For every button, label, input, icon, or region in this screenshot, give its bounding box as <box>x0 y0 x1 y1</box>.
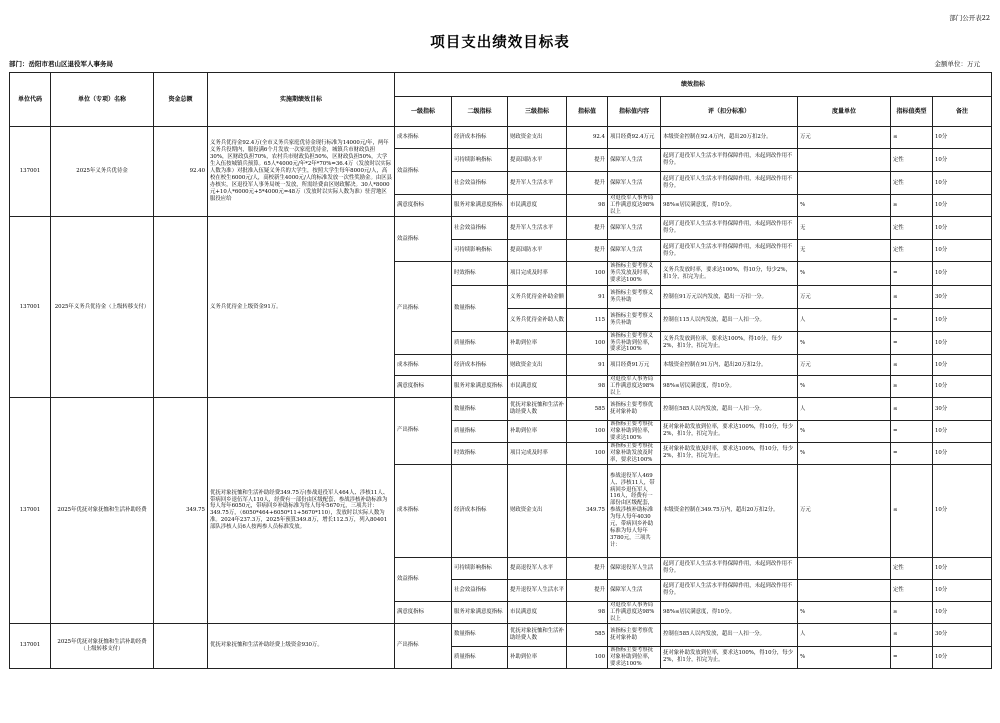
value-cell: 98 <box>567 601 608 623</box>
value-cell: 提升 <box>567 240 608 262</box>
score-cell: 98%≤居民满意度，得10分。 <box>661 601 798 623</box>
note-cell: 30分 <box>933 286 992 309</box>
level2-cell: 经济成本指标 <box>452 127 508 149</box>
level3-cell: 项目完成及时率 <box>508 262 567 286</box>
measure-cell: 无 <box>798 240 891 262</box>
amount-unit-label: 金额单位：万元 <box>934 60 980 68</box>
value-cell: 91 <box>567 355 608 376</box>
unit-code-cell: 137001 <box>10 127 51 217</box>
level3-cell: 提升军人生活水平 <box>508 172 567 195</box>
note-cell: 10分 <box>933 376 992 398</box>
content-cell: 该指标主要考察抚对象补助到位率，要求达100% <box>608 646 661 668</box>
content-cell: 对退役军人事务局工作满意度达98%以上 <box>608 376 661 398</box>
score-cell: 起到了退役军人生活水平得保障作用，未起到改作用不得分。 <box>661 240 798 262</box>
value-cell: 91 <box>567 286 608 309</box>
header-vtype: 指标值类型 <box>891 97 933 127</box>
level3-cell: 市民满意度 <box>508 195 567 217</box>
table-body <box>10 127 992 669</box>
note-cell: 10分 <box>933 149 992 172</box>
level2-cell: 服务对象满意度指标 <box>452 601 508 623</box>
level2-cell: 数量指标 <box>452 286 508 332</box>
value-type-cell: 定性 <box>891 172 933 195</box>
value-type-cell: ≥ <box>891 601 933 623</box>
measure-cell <box>798 557 891 579</box>
score-cell: 起到了退役军人生活水平得保障作用，未起到改作用不得分。 <box>661 172 798 195</box>
level3-cell: 市民满意度 <box>508 601 567 623</box>
project-name-cell: 2025年优抚对象抚恤和生活补助经费 <box>51 398 154 624</box>
level3-cell: 优抚对象抚恤和生活补助经费人数 <box>508 398 567 421</box>
header-content: 指标值内容 <box>608 97 661 127</box>
value-cell: 585 <box>567 398 608 421</box>
score-cell: 控制在91万元以内发放，超出一万扣一分。 <box>661 286 798 309</box>
level3-cell: 市民满意度 <box>508 376 567 398</box>
level1-cell: 效益指标 <box>395 217 452 262</box>
level1-cell: 成本指标 <box>395 464 452 557</box>
level3-cell: 财政资金支出 <box>508 464 567 557</box>
page-title: 项目支出绩效目标表 <box>430 34 570 51</box>
content-cell: 保障军人生活 <box>608 149 661 172</box>
note-cell: 10分 <box>933 195 992 217</box>
value-type-cell: 定性 <box>891 217 933 240</box>
level3-cell: 提升军人生活水平 <box>508 217 567 240</box>
level1-cell: 产出指标 <box>395 623 452 668</box>
content-cell: 该指标主要考察优抚对象补助 <box>608 398 661 421</box>
value-cell: 提升 <box>567 172 608 195</box>
measure-cell: 万元 <box>798 127 891 149</box>
header-score: 评（扣分标准） <box>661 97 798 127</box>
value-type-cell: ≤ <box>891 398 933 421</box>
goal-cell: 优抚对象抚恤和生活补助经费349.75万(参战退役军人464人、涉核11人、带病回乡退伍军人110人，经费有一部份由区级配套，参战涉核补助标准为每人每年6050元，带病回乡补助标准为每人每年5670元，三项共计：349.75万，（6050*464+6050*11+5670*110），发放时以实际人数为准。2024年237.3万，2025年预算349.8万，增长112.5万，列入80401部队涉核人员6人按两参人员标准发放。 <box>208 398 395 624</box>
value-type-cell: ≤ <box>891 286 933 309</box>
content-cell: 该指标主要考察义务兵补助 <box>608 309 661 332</box>
table-row <box>10 127 992 149</box>
header-total: 资金总额 <box>154 73 208 127</box>
level1-cell: 成本指标 <box>395 355 452 376</box>
level1-cell: 成本指标 <box>395 127 452 149</box>
measure-cell: 无 <box>798 217 891 240</box>
level2-cell: 数量指标 <box>452 623 508 646</box>
score-cell: 抚对象补助发放及时率，要求达100%，得10分，每少2%，扣1分，扣完为止。 <box>661 442 798 464</box>
note-cell: 10分 <box>933 601 992 623</box>
measure-cell: 万元 <box>798 355 891 376</box>
level2-cell: 经济成本指标 <box>452 355 508 376</box>
score-cell: 抚对象补助发放到位率，要求达100%，得10分，每少2%，扣1分，扣完为止。 <box>661 646 798 668</box>
level1-cell: 满意度指标 <box>395 376 452 398</box>
level3-cell: 优抚对象抚恤和生活补助经费人数 <box>508 623 567 646</box>
content-cell: 对退役军人事务局工作满意度达98%以上 <box>608 195 661 217</box>
value-cell: 100 <box>567 262 608 286</box>
goal-cell: 义务兵优待金92.4万(全市义务兵家庭优待金现行标准为14000元/年，两年义务兵役期内，服役满6个月发放一次家庭优待金，城镇兵市财政负担30%，区财政负担70%，农村兵市财政负担50%，区财政负担50%，大学生入伍按城镇兵预算。65人*4000元/年*2年*70%=36.4万（发放时以实际人数为准）对批准入伍疑义务兵的大学生，按照大学生每年8000元/人，高校在校生6000元/人，高校新生4000元/人的标准发放一次性奖励金。由区县办核实，区退役军人事务局统一发放，所需经费由区财政解决。30人*8000元+10人*6000元+5*4000元=48万（发放时以实际人数为准）驻营地区服役应给 <box>208 127 395 217</box>
level1-cell: 产出指标 <box>395 398 452 465</box>
header-note: 备注 <box>933 97 992 127</box>
header-name: 单位（专项）名称 <box>51 73 154 127</box>
value-type-cell: = <box>891 262 933 286</box>
note-cell: 10分 <box>933 262 992 286</box>
level2-cell: 社会效益指标 <box>452 172 508 195</box>
value-type-cell: 定性 <box>891 240 933 262</box>
score-cell: 98%≤居民满意度，得10分。 <box>661 195 798 217</box>
unit-code-cell: 137001 <box>10 623 51 668</box>
content-cell: 保障军人生活 <box>608 172 661 195</box>
level3-cell: 义务兵优待金补助金额 <box>508 286 567 309</box>
value-cell: 100 <box>567 421 608 443</box>
unit-code-cell: 137001 <box>10 217 51 398</box>
content-cell: 该指标主要考察优抚对象补助 <box>608 623 661 646</box>
value-type-cell: ≤ <box>891 127 933 149</box>
note-cell: 30分 <box>933 398 992 421</box>
fund-total-cell: 92.40 <box>154 127 208 217</box>
score-cell: 98%≤居民满意度，得10分。 <box>661 376 798 398</box>
level2-cell: 时效指标 <box>452 442 508 464</box>
value-type-cell: ≤ <box>891 355 933 376</box>
level2-cell: 数量指标 <box>452 398 508 421</box>
level2-cell: 可持续影响指标 <box>452 240 508 262</box>
content-cell: 对退役军人事务局工作满意度达98%以上 <box>608 601 661 623</box>
note-cell: 10分 <box>933 442 992 464</box>
value-type-cell: ≥ <box>891 195 933 217</box>
performance-table <box>9 72 992 669</box>
measure-cell: 万元 <box>798 286 891 309</box>
page-number-label: 部门公开表22 <box>949 14 990 22</box>
note-cell: 10分 <box>933 240 992 262</box>
value-cell: 115 <box>567 309 608 332</box>
level3-cell: 义务兵优待金补助人数 <box>508 309 567 332</box>
value-cell: 提升 <box>567 217 608 240</box>
content-cell: 保障军人生活 <box>608 579 661 601</box>
measure-cell: % <box>798 442 891 464</box>
value-cell: 98 <box>567 376 608 398</box>
project-name-cell: 2025年义务兵优待金（上级转移支付） <box>51 217 154 398</box>
value-type-cell: = <box>891 421 933 443</box>
content-cell: 该指标主要考察抚对象补助到位率，要求达100% <box>608 421 661 443</box>
value-type-cell: = <box>891 332 933 355</box>
level2-cell: 质量指标 <box>452 332 508 355</box>
value-cell: 92.4 <box>567 127 608 149</box>
note-cell: 10分 <box>933 332 992 355</box>
score-cell: 控制在115人以内发放，超出一人扣一分。 <box>661 309 798 332</box>
score-cell: 起到了退役军人生活水平得保障作用，未起到改作用不得分。 <box>661 149 798 172</box>
header-code: 单位代码 <box>10 73 51 127</box>
content-cell: 保障退役军人生活 <box>608 557 661 579</box>
level1-cell: 效益指标 <box>395 149 452 195</box>
value-type-cell: = <box>891 309 933 332</box>
content-cell: 该指标主要考察义务兵发放及时率，要求达100% <box>608 262 661 286</box>
level2-cell: 质量指标 <box>452 646 508 668</box>
value-type-cell: ≤ <box>891 623 933 646</box>
content-cell: 项目经费91万元 <box>608 355 661 376</box>
value-type-cell: 定性 <box>891 149 933 172</box>
goal-cell: 优抚对象抚恤和生活补助经费上级资金930万。 <box>208 623 395 668</box>
level3-cell: 提升退役军人生活水平 <box>508 579 567 601</box>
header-val: 指标值 <box>567 97 608 127</box>
score-cell: 本级资金控制在91万内，超出20万扣2分。 <box>661 355 798 376</box>
score-cell: 本级资金控制在92.4万内，超出20万扣2分。 <box>661 127 798 149</box>
note-cell: 10分 <box>933 217 992 240</box>
content-cell: 保障军人生活 <box>608 217 661 240</box>
header-l3: 三级指标 <box>508 97 567 127</box>
note-cell: 10分 <box>933 464 992 557</box>
content-cell: 项目经费92.4万元 <box>608 127 661 149</box>
value-cell: 提升 <box>567 149 608 172</box>
score-cell: 义务兵发放时率，要求达100%，得10分，每少2%，扣1分，扣完为止。 <box>661 262 798 286</box>
score-cell: 义务兵发放到位率，要求达100%，得10分，每少2%，扣1分，扣完为止。 <box>661 332 798 355</box>
note-cell: 10分 <box>933 309 992 332</box>
measure-cell <box>798 149 891 172</box>
unit-code-cell: 137001 <box>10 398 51 624</box>
note-cell: 30分 <box>933 623 992 646</box>
value-type-cell: 定性 <box>891 557 933 579</box>
content-cell: 参战退役军人469人、涉核11人，带病回乡退伍军人116人，经费有一部份由区级配套，参战涉核补助标准为每人每年4030元，带病回乡补助标准为每人每年3780元，三项共计： <box>608 464 661 557</box>
value-type-cell: ≥ <box>891 376 933 398</box>
measure-cell: % <box>798 195 891 217</box>
header-l2: 二级指标 <box>452 97 508 127</box>
content-cell: 该指标主要考察抚对象补助发放及时率，要求达100% <box>608 442 661 464</box>
level3-cell: 补助到位率 <box>508 646 567 668</box>
note-cell: 10分 <box>933 421 992 443</box>
level2-cell: 可持续影响指标 <box>452 557 508 579</box>
header-perf: 绩效指标 <box>395 73 992 97</box>
value-cell: 100 <box>567 646 608 668</box>
measure-cell: 人 <box>798 623 891 646</box>
value-type-cell: 定性 <box>891 579 933 601</box>
project-name-cell: 2025年优抚对象抚恤和生活补助经费（上级转移支付） <box>51 623 154 668</box>
value-cell: 585 <box>567 623 608 646</box>
level3-cell: 提高国防水平 <box>508 240 567 262</box>
header-goal: 实施期绩效目标 <box>208 73 395 127</box>
score-cell: 抚对象补助发放到位率，要求达100%，得10分，每少2%，扣1分，扣完为止。 <box>661 421 798 443</box>
value-cell: 100 <box>567 442 608 464</box>
level2-cell: 社会效益指标 <box>452 217 508 240</box>
level3-cell: 补助到位率 <box>508 332 567 355</box>
measure-cell: % <box>798 601 891 623</box>
value-cell: 提升 <box>567 557 608 579</box>
level1-cell: 效益指标 <box>395 557 452 601</box>
measure-cell: % <box>798 262 891 286</box>
note-cell: 10分 <box>933 646 992 668</box>
level2-cell: 社会效益指标 <box>452 579 508 601</box>
content-cell: 该指标主要考察义务兵补助到位率，要求达100% <box>608 332 661 355</box>
level3-cell: 财政资金支出 <box>508 127 567 149</box>
content-cell: 保障军人生活 <box>608 240 661 262</box>
note-cell: 10分 <box>933 172 992 195</box>
measure-cell: % <box>798 376 891 398</box>
note-cell: 10分 <box>933 355 992 376</box>
goal-cell: 义务兵优待金上级资金91万。 <box>208 217 395 398</box>
fund-total-cell: 349.75 <box>154 398 208 624</box>
measure-cell <box>798 172 891 195</box>
level2-cell: 可持续影响指标 <box>452 149 508 172</box>
measure-cell <box>798 579 891 601</box>
fund-total-cell <box>154 623 208 668</box>
level2-cell: 服务对象满意度指标 <box>452 376 508 398</box>
score-cell: 起到了退役军人生活水平得保障作用，未起到改作用不得分。 <box>661 557 798 579</box>
level2-cell: 质量指标 <box>452 421 508 443</box>
level1-cell: 满意度指标 <box>395 195 452 217</box>
note-cell: 10分 <box>933 557 992 579</box>
value-cell: 349.75 <box>567 464 608 557</box>
score-cell: 控制在585人以内发放，超出一人扣一分。 <box>661 623 798 646</box>
header-l1: 一级指标 <box>395 97 452 127</box>
score-cell: 本级资金控制在349.75万内，超出20万扣2分。 <box>661 464 798 557</box>
score-cell: 起到了退役军人生活水平得保障作用，未起到改作用不得分。 <box>661 579 798 601</box>
header-measure: 度量单位 <box>798 97 891 127</box>
level3-cell: 提高国防水平 <box>508 149 567 172</box>
measure-cell: 人 <box>798 398 891 421</box>
level1-cell: 产出指标 <box>395 262 452 355</box>
note-cell: 10分 <box>933 127 992 149</box>
table-row <box>10 398 992 421</box>
level3-cell: 财政资金支出 <box>508 355 567 376</box>
measure-cell: % <box>798 646 891 668</box>
level3-cell: 项目完成及时率 <box>508 442 567 464</box>
level3-cell: 补助到位率 <box>508 421 567 443</box>
level2-cell: 服务对象满意度指标 <box>452 195 508 217</box>
note-cell: 10分 <box>933 579 992 601</box>
value-type-cell: ≤ <box>891 464 933 557</box>
value-cell: 提升 <box>567 579 608 601</box>
fund-total-cell <box>154 217 208 398</box>
value-type-cell: = <box>891 442 933 464</box>
level2-cell: 时效指标 <box>452 262 508 286</box>
value-cell: 100 <box>567 332 608 355</box>
score-cell: 起到了退役军人生活水平得保障作用，未起到改作用不得分。 <box>661 217 798 240</box>
project-name-cell: 2025年义务兵优待金 <box>51 127 154 217</box>
measure-cell: % <box>798 421 891 443</box>
score-cell: 控制在585人以内发放，超出一人扣一分。 <box>661 398 798 421</box>
measure-cell: 万元 <box>798 464 891 557</box>
measure-cell: 人 <box>798 309 891 332</box>
level1-cell: 满意度指标 <box>395 601 452 623</box>
measure-cell: % <box>798 332 891 355</box>
content-cell: 该指标主要考察义务兵补助 <box>608 286 661 309</box>
value-cell: 98 <box>567 195 608 217</box>
table-row <box>10 217 992 240</box>
level2-cell: 经济成本指标 <box>452 464 508 557</box>
department-label: 部门：岳阳市君山区退役军人事务局 <box>9 60 113 68</box>
level3-cell: 提高退役军人水平 <box>508 557 567 579</box>
value-type-cell: = <box>891 646 933 668</box>
table-row <box>10 623 992 646</box>
